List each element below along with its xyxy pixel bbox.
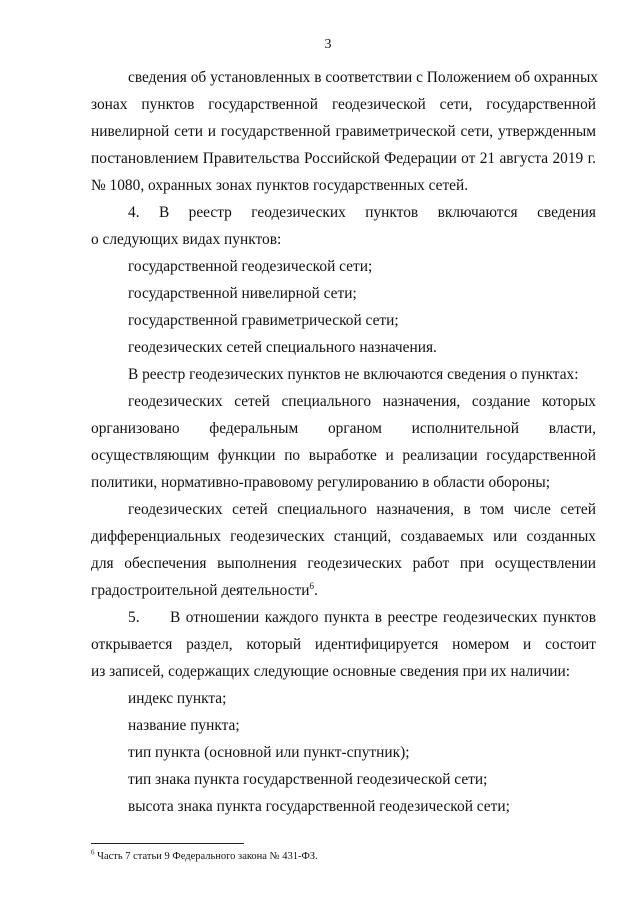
footnote-divider	[91, 843, 244, 844]
text-line: № 1080, охранных зонах пунктов государственных сетей.	[91, 177, 469, 194]
list-item: индекс пункта;	[128, 690, 227, 707]
word: В	[158, 204, 170, 221]
text-fragment: .	[314, 582, 318, 599]
list-item: государственной гравиметрической сети;	[128, 312, 399, 329]
list-item: высота знака пункта государственной геодезической сети;	[128, 798, 510, 815]
text-line: осуществляющим функции по выработке и реализации государственной	[91, 447, 596, 464]
text-line: геодезических сетей специального назначения, создание которых	[128, 393, 596, 410]
paragraph-number: 5.	[128, 609, 140, 626]
list-item: тип пункта (основной или пункт-спутник);	[128, 744, 410, 761]
paragraph-5-first-line	[128, 609, 596, 627]
text-line: из записей, содержащих следующие основные сведения при их наличии:	[91, 663, 571, 680]
word: геодезических	[251, 204, 346, 221]
text-line: сведения об установленных в соответствии с Положением об охранных	[128, 69, 598, 86]
list-item: тип знака пункта государственной геодезической сети;	[128, 771, 488, 788]
text-line: о следующих видах пунктов:	[91, 231, 282, 248]
word: реестр	[188, 204, 232, 221]
text-line: геодезических сетей специального назначения, в том числе сетей	[128, 501, 596, 518]
text-line: дифференциальных геодезических станций, создаваемых или созданных	[91, 528, 596, 545]
text-line: зонах пунктов государственной геодезической сети, государственной	[91, 96, 596, 113]
list-item: государственной нивелирной сети;	[128, 285, 357, 302]
text-fragment: В отношении каждого пункта в реестре геодезических пунктов	[170, 609, 596, 626]
word: пунктов	[365, 204, 419, 221]
text-line: нивелирной сети и государственной гравиметрической сети, утвержденным	[91, 123, 596, 140]
paragraph-4-first-line	[128, 204, 596, 222]
list-item: геодезических сетей специального назначения.	[128, 339, 437, 356]
text-line: открывается раздел, который идентифицируется номером и состоит	[91, 636, 596, 653]
text-line: постановлением Правительства Российской Федерации от 21 августа 2019 г.	[91, 150, 596, 167]
text-line: В реестр геодезических пунктов не включаются сведения о пунктах:	[128, 366, 579, 383]
text-line: политики, нормативно-правовому регулированию в области обороны;	[91, 474, 550, 491]
word: включаются	[437, 204, 518, 221]
list-item: государственной геодезической сети;	[128, 258, 373, 275]
footnote-text: Часть 7 статьи 9 Федерального закона № 431-ФЗ.	[94, 851, 318, 862]
paragraph-number: 4.	[128, 204, 140, 221]
word: сведения	[537, 204, 596, 221]
footnote-reference: 6	[309, 580, 314, 591]
text-line: для обеспечения выполнения геодезических работ при осуществлении	[91, 555, 596, 572]
page-number: 3	[324, 37, 332, 52]
footnote-mark: 6	[91, 848, 95, 857]
footnote	[91, 850, 318, 863]
text-fragment: градостроительной деятельности	[91, 582, 310, 599]
text-line	[91, 582, 596, 600]
text-line: организовано федеральным органом исполнительной власти,	[91, 420, 596, 437]
list-item: название пункта;	[128, 717, 240, 734]
